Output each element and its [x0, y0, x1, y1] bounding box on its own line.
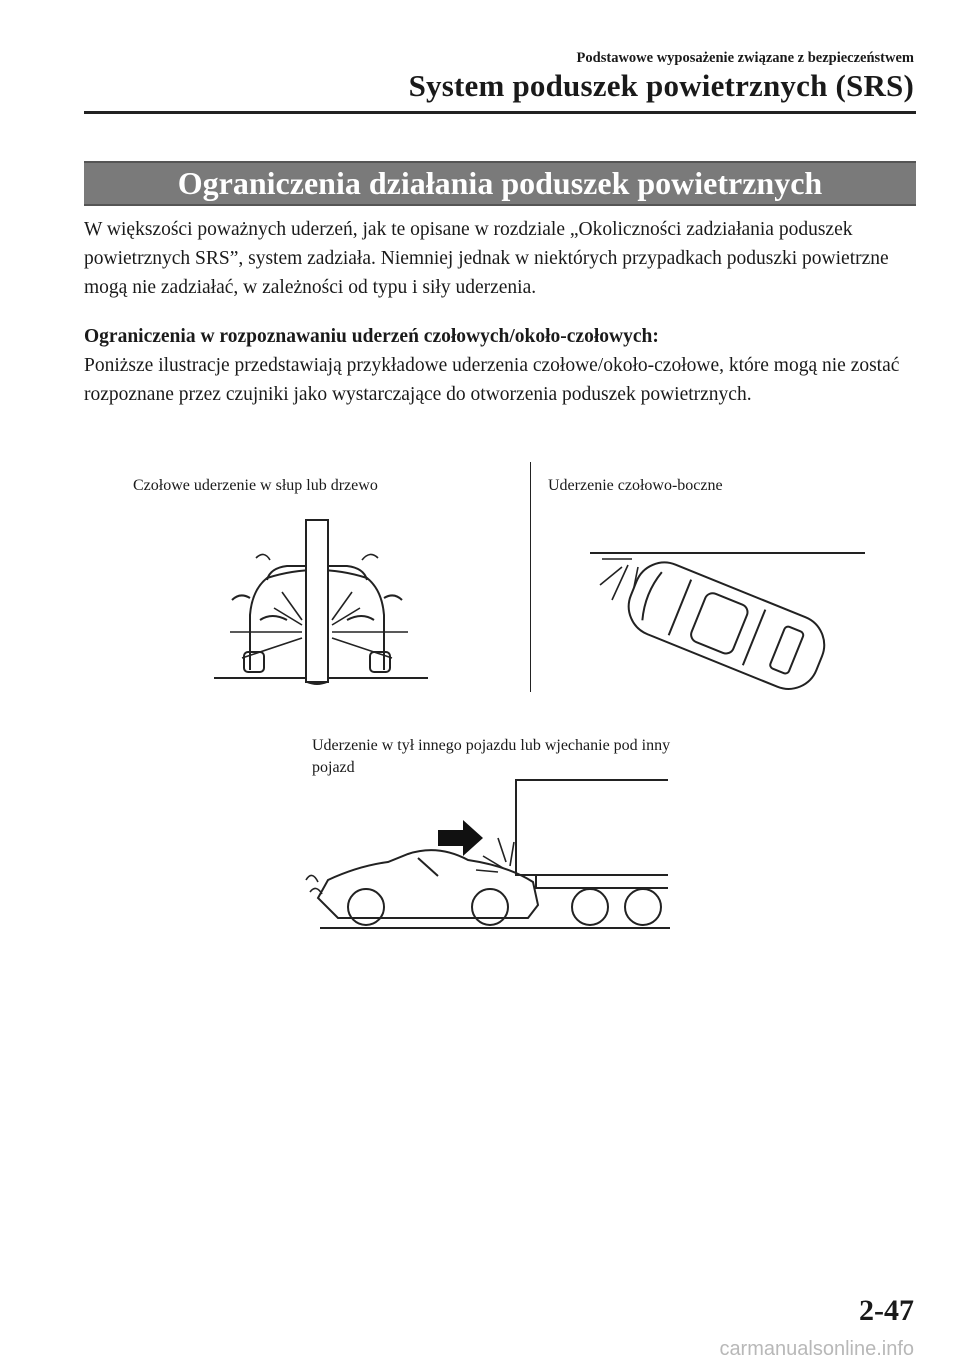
pole-impact-caption: Czołowe uderzenie w słup lub drzewo: [133, 477, 378, 494]
watermark: carmanualsonline.info: [719, 1338, 914, 1360]
intro-paragraph: W większości poważnych uderzeń, jak te opisane w rozdziale „Okoliczności zadziałania poduszek powietrznych SRS”, system zadziała. Niemniej jednak w niektórych przypadkach poduszki powietrzne mogą nie zadziałać, w zależności od typu i siły uderzenia.: [84, 219, 889, 298]
underride-impact-illustration: [298, 770, 678, 930]
figure-divider: [530, 462, 531, 692]
section-title: Ograniczenia działania poduszek powietrznych: [84, 161, 916, 206]
header-subtitle: Podstawowe wyposażenie związane z bezpieczeństwem: [576, 50, 914, 66]
page-number: 2-47: [859, 1294, 914, 1327]
header-title: System poduszek powietrznych (SRS): [408, 68, 914, 103]
pole-impact-illustration: [212, 520, 432, 690]
underride-impact-caption: Uderzenie w tył innego pojazdu lub wjechanie pod inny pojazd: [312, 737, 671, 776]
header-rule: [84, 111, 916, 114]
oblique-impact-illustration: [590, 545, 870, 695]
description-paragraph: Poniższe ilustracje przedstawiają przykładowe uderzenia czołowe/około-czołowe, które mogą nie zostać rozpoznane przez czujniki jako wystarczające do otworzenia poduszek powietrznych.: [84, 355, 900, 405]
subheading: Ograniczenia w rozpoznawaniu uderzeń czołowych/około-czołowych:: [84, 326, 659, 347]
oblique-impact-caption: Uderzenie czołowo-boczne: [548, 477, 723, 494]
